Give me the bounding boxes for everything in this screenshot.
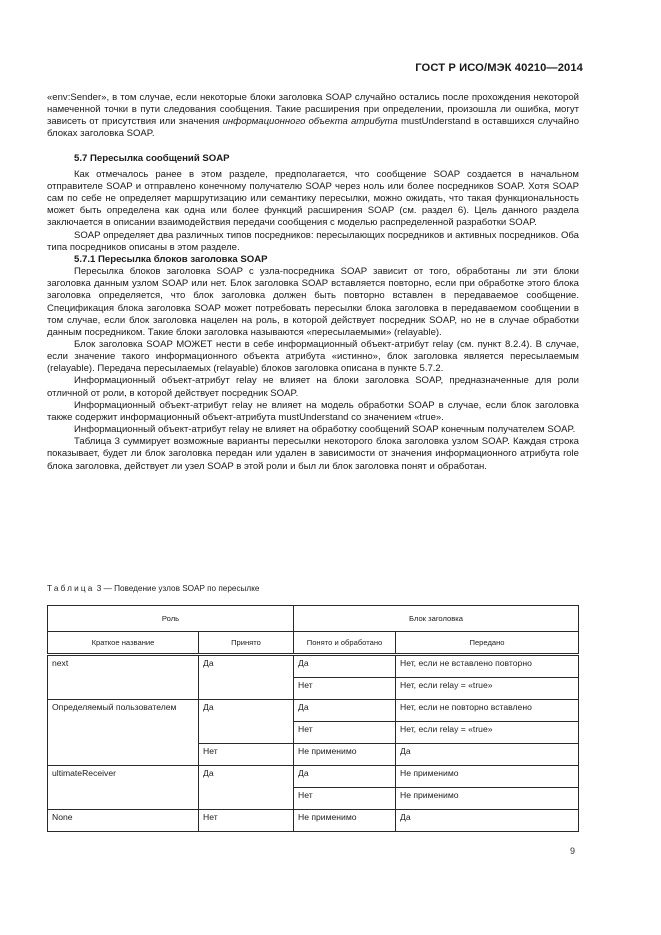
intro-text-italic: информационного объекта атрибута <box>222 116 398 128</box>
cell-role: Определяемый пользователем <box>48 700 199 766</box>
cell-understood: Да <box>294 766 396 788</box>
cell-accepted: Да <box>199 655 294 700</box>
table-column-header-row <box>48 632 579 655</box>
intro-text-end: mustUnderstand в оставшихся случайно блоках заголовка SOAP. <box>47 116 580 140</box>
table-caption <box>47 584 259 593</box>
cell-understood: Не применимо <box>294 810 396 832</box>
table-row <box>48 655 579 678</box>
paragraph: Таблица 3 суммирует возможные варианты пересылки некоторого блока заголовка узлом SOAP. Каждая строка показывает, будет ли блок заголовка передан или удален в зависимости от значения информационного атрибута role блока заголовка, действует ли узел SOAP в этой роли и был ли блок заголовка понят и обработан. <box>47 436 579 472</box>
cell-relayed: Не применимо <box>396 766 579 788</box>
page-body <box>47 92 579 473</box>
cell-role: ultimateReceiver <box>48 766 199 810</box>
table-caption-text: 3 — Поведение узлов SOAP по пересылке <box>96 584 260 593</box>
cell-relayed: Да <box>396 744 579 766</box>
cell-relayed: Нет, если не повторно вставлено <box>396 700 579 722</box>
cell-understood: Нет <box>294 788 396 810</box>
table-group-header-row <box>48 606 579 632</box>
paragraph: Блок заголовка SOAP МОЖЕТ нести в себе информационный объект-атрибут relay (см. пункт 8.2.4). В случае, если значение такого информационного объекта атрибута «истинно», блок заголовка является пересылаемым (relayable). Передача пересылаемых (relayable) блоков заголовка описана в пункте 5.7.2. <box>47 338 579 375</box>
cell-accepted: Нет <box>199 744 294 766</box>
table-row <box>48 810 579 832</box>
cell-role: None <box>48 810 199 832</box>
cell-relayed: Нет, если не вставлено повторно <box>396 655 579 678</box>
cell-understood: Не применимо <box>294 744 396 766</box>
column-header-accepted: Принято <box>199 632 294 655</box>
intro-paragraph <box>47 92 579 141</box>
cell-accepted: Нет <box>199 810 294 832</box>
cell-understood: Да <box>294 655 396 678</box>
standard-code-header: ГОСТ Р ИСО/МЭК 40210—2014 <box>415 62 583 74</box>
paragraph: Информационный объект-атрибут relay не влияет на обработку сообщений SOAP конечным получателем SOAP. <box>74 424 576 436</box>
paragraph: SOAP определяет два различных типов посредников: пересылающих посредников и активных посредников. Оба типа посредников описаны в этом разделе. <box>47 229 579 253</box>
column-header-relayed: Передано <box>396 632 579 655</box>
paragraph: Информационный объект-атрибут relay не влияет на модель обработки SOAP в случае, если блок заголовка также содержит информационный объект-атрибута mustUnderstand со значением «true». <box>47 399 579 423</box>
intro-text-start: «env:Sender», в том случае, если некоторые блоки заголовка SOAP случайно остались после прохождения некоторой намеченной точки в пути следования сообщения. Такие расширения при определении, произошла ли ошибка, могут зависеть от присутствия или значения <box>47 92 579 128</box>
group-header-role: Роль <box>48 606 294 632</box>
column-header-understood: Понято и обработано <box>294 632 396 655</box>
table-row <box>48 700 579 722</box>
table-row <box>48 766 579 788</box>
column-header-short-name: Краткое название <box>48 632 199 655</box>
table-caption-label: Таблица <box>47 584 95 593</box>
cell-role: next <box>48 655 199 700</box>
cell-relayed: Нет, если relay = «true» <box>396 678 579 700</box>
cell-understood: Нет <box>294 722 396 744</box>
group-header-header-block: Блок заголовка <box>294 606 579 632</box>
cell-understood: Да <box>294 700 396 722</box>
paragraph: Пересылка блоков заголовка SOAP с узла-посредника SOAP зависит от того, обработаны ли эти блоки заголовка данным узлом SOAP или нет. Блок заголовка SOAP вставляется повторно, если при обработке этого блока заголовка определяется, что блок заголовка должен быть повторно вставлен в передаваемое сообщение. Спецификация блока заголовка SOAP может потребовать пересылки блока заголовка в передаваемом сообщении в том случае, если блок заголовка нацелен на роль, в которой действует посредник SOAP, но не в случае обработки данным посредником. Такие блоки заголовка называются «пересылаемыми» (relayable). <box>47 266 579 338</box>
section-5-7-1-title: 5.7.1 Пересылка блоков заголовка SOAP <box>74 253 268 265</box>
cell-accepted: Да <box>199 766 294 810</box>
cell-understood: Нет <box>294 678 396 700</box>
cell-relayed: Нет, если relay = «true» <box>396 722 579 744</box>
relay-behavior-table <box>47 605 579 832</box>
page-number: 9 <box>570 846 576 856</box>
cell-accepted: Да <box>199 700 294 744</box>
section-5-7-title: 5.7 Пересылка сообщений SOAP <box>74 152 230 164</box>
paragraph: Информационный объект-атрибут relay не влияет на блоки заголовка SOAP, предназначенные для роли отличной от роли, в которой действует посредник SOAP. <box>47 375 579 399</box>
cell-relayed: Да <box>396 810 579 832</box>
paragraph: Как отмечалось ранее в этом разделе, предполагается, что сообщение SOAP создается в начальном отправителе SOAP и отправлено конечному получателю SOAP через ноль или более посредников SOAP. Хотя SOAP сам по себе не определяет маршрутизацию или семантику пересылки, можно ожидать, что такая функциональность может быть определена как одна или более функций расширения SOAP (см. раздел 6). Цель данного раздела заключается в описании взаимодействия передачи сообщения с моделью распределенной разработки SOAP. <box>47 168 579 229</box>
cell-relayed: Не применимо <box>396 788 579 810</box>
